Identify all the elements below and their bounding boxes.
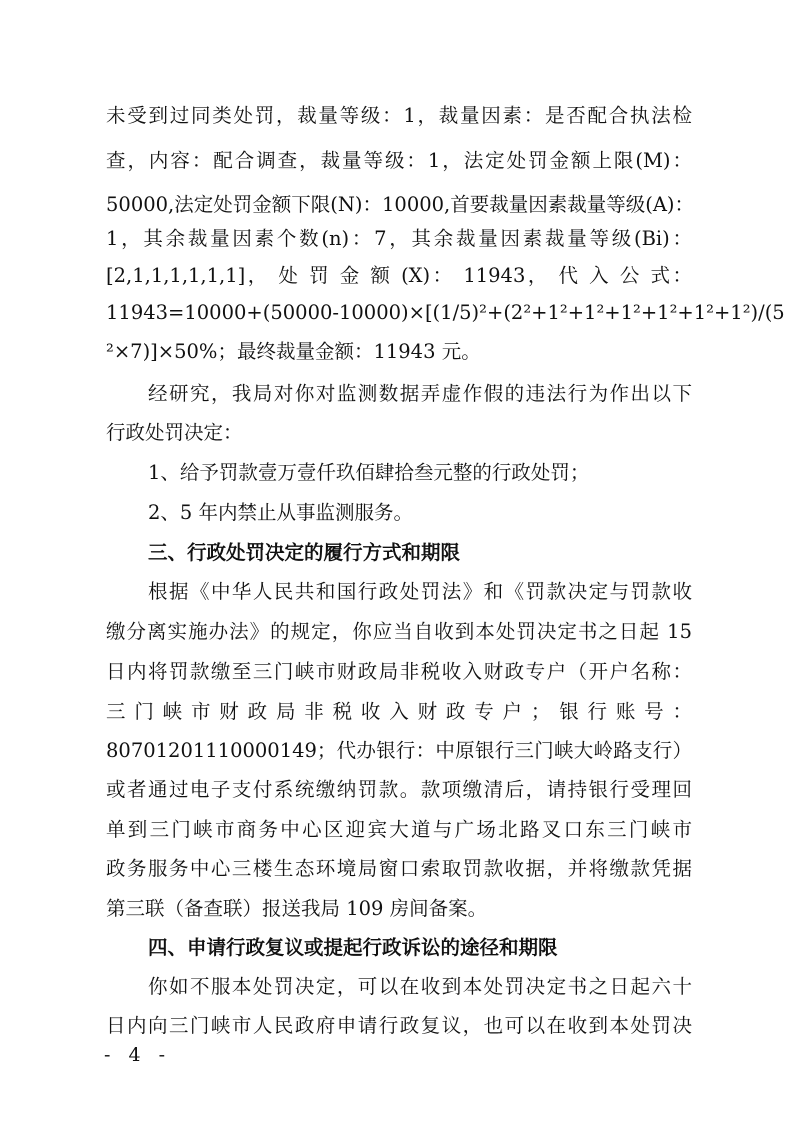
body-text-line: 单到三门峡市商务中心区迎宾大道与广场北路叉口东三门峡市 <box>106 818 692 841</box>
body-text-line: 50000,法定处罚金额下限(N)：10000,首要裁量因素裁量等级(A)： <box>106 193 695 216</box>
body-text-line: 三门峡市财政局非税收入财政专户；银行账号： <box>106 700 692 723</box>
page-number: - 4 - <box>104 1044 172 1066</box>
body-text-line: 政务服务中心三楼生态环境局窗口索取罚款收据，并将缴款凭据 <box>106 857 692 880</box>
body-text-line: 根据《中华人民共和国行政处罚法》和《罚款决定与罚款收 <box>148 580 692 603</box>
body-text-line: 缴分离实施办法》的规定，你应当自收到本处罚决定书之日起 15 <box>106 620 692 643</box>
body-text-line: 日内将罚款缴至三门峡市财政局非税收入财政专户（开户名称： <box>106 660 692 683</box>
body-text-line: 未受到过同类处罚，裁量等级：1，裁量因素：是否配合执法检 <box>106 104 692 127</box>
section-heading-3: 三、行政处罚决定的履行方式和期限 <box>148 541 461 564</box>
decision-item-2: 2、5 年内禁止从事监测服务。 <box>148 501 414 524</box>
body-text-line: 你如不服本处罚决定，可以在收到本处罚决定书之日起六十 <box>148 975 692 998</box>
body-text-line: [2,1,1,1,1,1,1]， 处 罚 金 额 (X)： 11943， 代 入 公 式： <box>106 264 692 287</box>
body-text-line: 80701201110000149；代办银行：中原银行三门峡大岭路支行） <box>106 739 692 762</box>
formula-line: 11943=10000+(50000-10000)×[(1/5)²+(2²+1²+1²+1²+1²+1²+1²)/(5 <box>106 301 785 324</box>
body-text-line: 行政处罚决定： <box>106 421 243 444</box>
body-text-line: 第三联（备查联）报送我局 109 房间备案。 <box>106 897 488 920</box>
body-text-line: 经研究，我局对你对监测数据弄虚作假的违法行为作出以下 <box>148 382 692 405</box>
body-text-line: 日内向三门峡市人民政府申请行政复议，也可以在收到本处罚决 <box>106 1014 692 1037</box>
section-heading-4: 四、申请行政复议或提起行政诉讼的途径和期限 <box>148 936 558 959</box>
body-text-line: ²×7)]×50%；最终裁量金额：11943 元。 <box>106 340 481 363</box>
body-text-line: 1，其余裁量因素个数(n)：7，其余裁量因素裁量等级(Bi)： <box>106 227 692 250</box>
body-text-line: 查，内容：配合调查，裁量等级：1，法定处罚金额上限(M)： <box>106 149 692 172</box>
body-text-line: 或者通过电子支付系统缴纳罚款。款项缴清后，请持银行受理回 <box>106 778 692 801</box>
decision-item-1: 1、给予罚款壹万壹仟玖佰肆拾叁元整的行政处罚； <box>148 461 590 484</box>
